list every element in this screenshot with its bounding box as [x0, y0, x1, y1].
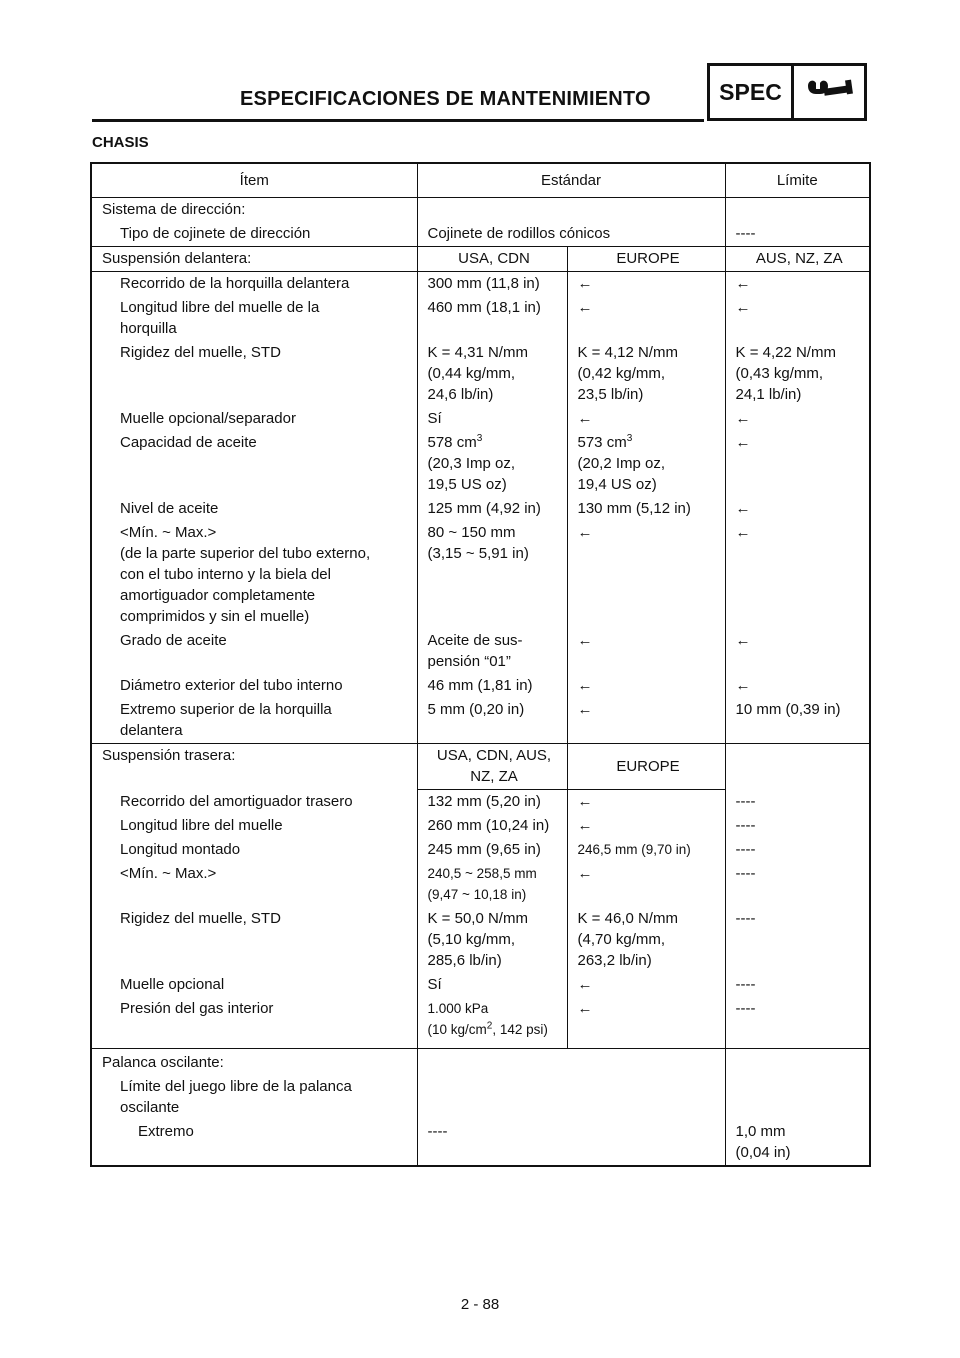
row-label: Longitud libre del muelle de la horquilla [91, 296, 417, 341]
row-value: 46 mm (1,81 in) [417, 674, 567, 698]
row-label: Recorrido del amortiguador trasero [91, 790, 417, 815]
row-label: Tipo de cojinete de dirección [91, 222, 417, 247]
row-label: Rigidez del muelle, STD [91, 907, 417, 973]
row-value: K = 50,0 N/mm (5,10 kg/mm, 285,6 lb/in) [417, 907, 567, 973]
same-arrow: ← [567, 973, 725, 997]
row-value: 10 mm (0,39 in) [725, 698, 870, 744]
table-row [91, 1120, 870, 1166]
row-value: 260 mm (10,24 in) [417, 814, 567, 838]
row-value: K = 4,31 N/mm (0,44 kg/mm, 24,6 lb/in) [417, 341, 567, 407]
header-rule [92, 119, 704, 122]
region-usa-cdn: USA, CDN [417, 247, 567, 272]
table-row [91, 431, 870, 497]
same-arrow: ← [567, 521, 725, 629]
table-row [91, 222, 870, 247]
row-value: 573 $cm^3$ (20,2 Imp oz, 19,4 US oz) [567, 431, 725, 497]
page-title: ESPECIFICACIONES DE MANTENIMIENTO [240, 88, 651, 110]
same-arrow: ← [725, 407, 870, 431]
wrench-icon [794, 66, 864, 118]
same-arrow: ← [567, 272, 725, 297]
row-label: Extremo superior de la horquilla delantera [91, 698, 417, 744]
table-row [91, 247, 870, 272]
row-value: 300 mm (11,8 in) [417, 272, 567, 297]
group-heading-steering: Sistema de dirección: [91, 198, 417, 223]
region-aus-nz-za: AUS, NZ, ZA [725, 247, 870, 272]
table-row [91, 521, 870, 629]
same-arrow: ← [567, 862, 725, 907]
row-value: 80 ~ 150 mm (3,15 ~ 5,91 in) [417, 521, 567, 629]
row-label: Longitud montado [91, 838, 417, 862]
row-limit: ---- [725, 790, 870, 815]
table-row [91, 1075, 870, 1120]
row-label: Recorrido de la horquilla delantera [91, 272, 417, 297]
row-label: Extremo [91, 1120, 417, 1166]
page-number: 2 - 88 [460, 1296, 500, 1313]
region-usa-cdn-aus-nz-za: USA, CDN, AUS, NZ, ZA [417, 744, 567, 790]
row-value: 125 mm (4,92 in) [417, 497, 567, 521]
row-label: Muelle opcional [91, 973, 417, 997]
spec-badge [707, 63, 867, 121]
row-label: Muelle opcional/separador [91, 407, 417, 431]
table-row [91, 698, 870, 744]
table-row [91, 407, 870, 431]
same-arrow: ← [725, 629, 870, 674]
row-label: Presión del gas interior [91, 997, 417, 1042]
row-value: 130 mm (5,12 in) [567, 497, 725, 521]
row-value: K = 4,22 N/mm (0,43 kg/mm, 24,1 lb/in) [725, 341, 870, 407]
row-limit: ---- [725, 814, 870, 838]
row-limit: ---- [725, 862, 870, 907]
row-value: 246,5 mm (9,70 in) [567, 838, 725, 862]
table-row [91, 973, 870, 997]
row-label: Longitud libre del muelle [91, 814, 417, 838]
row-value: Cojinete de rodillos cónicos [417, 222, 725, 247]
section-heading: CHASIS [92, 134, 149, 151]
table-row [91, 814, 870, 838]
row-limit: ---- [725, 997, 870, 1042]
same-arrow: ← [725, 431, 870, 497]
table-row [91, 497, 870, 521]
row-limit: ---- [725, 973, 870, 997]
row-label: Límite del juego libre de la palanca oscilante [91, 1075, 417, 1120]
spec-label: SPEC [719, 79, 782, 105]
row-label: Rigidez del muelle, STD [91, 341, 417, 407]
same-arrow: ← [567, 629, 725, 674]
table-row [91, 744, 870, 790]
row-value: Aceite de sus- pensión “01” [417, 629, 567, 674]
same-arrow: ← [725, 674, 870, 698]
row-value: 1.000 kPa (10 $kg/cm^2$, 142 psi) [417, 997, 567, 1042]
same-arrow: ← [725, 497, 870, 521]
table-row [91, 862, 870, 907]
row-label: <Mín. ~ Max.> [91, 862, 417, 907]
row-limit: ---- [725, 907, 870, 973]
same-arrow: ← [567, 674, 725, 698]
table-row [91, 997, 870, 1042]
row-value: Sí [417, 407, 567, 431]
row-limit: 1,0 mm (0,04 in) [725, 1120, 870, 1166]
row-label: Nivel de aceite [91, 497, 417, 521]
same-arrow: ← [567, 407, 725, 431]
row-value: 240,5 ~ 258,5 mm (9,47 ~ 10,18 in) [417, 862, 567, 907]
table-row [91, 838, 870, 862]
region-europe: EUROPE [567, 744, 725, 790]
row-label: Diámetro exterior del tubo interno [91, 674, 417, 698]
row-value: ---- [417, 1120, 725, 1166]
row-value: K = 4,12 N/mm (0,42 kg/mm, 23,5 lb/in) [567, 341, 725, 407]
row-value: K = 46,0 N/mm (4,70 kg/mm, 263,2 lb/in) [567, 907, 725, 973]
same-arrow: ← [567, 296, 725, 341]
row-label: Grado de aceite [91, 629, 417, 674]
table-row [91, 629, 870, 674]
row-limit: ---- [725, 838, 870, 862]
group-heading-front: Suspensión delantera: [91, 247, 417, 272]
group-heading-rear: Suspensión trasera: [91, 744, 417, 790]
row-value: 132 mm (5,20 in) [417, 790, 567, 815]
row-limit: ---- [725, 222, 870, 247]
same-arrow: ← [725, 296, 870, 341]
same-arrow: ← [567, 698, 725, 744]
same-arrow: ← [725, 272, 870, 297]
row-value: 245 mm (9,65 in) [417, 838, 567, 862]
same-arrow: ← [567, 814, 725, 838]
row-label: Capacidad de aceite [91, 431, 417, 497]
region-europe: EUROPE [567, 247, 725, 272]
same-arrow: ← [567, 790, 725, 815]
table-header-row [91, 163, 870, 198]
column-header-limit: Límite [725, 163, 870, 198]
same-arrow: ← [725, 521, 870, 629]
table-row [91, 198, 870, 223]
row-value: 578 $cm^3$ (20,3 Imp oz, 19,5 US oz) [417, 431, 567, 497]
table-row [91, 296, 870, 341]
table-row [91, 1048, 870, 1075]
row-value: Sí [417, 973, 567, 997]
column-header-standard: Estándar [417, 163, 725, 198]
group-heading-swingarm: Palanca oscilante: [91, 1048, 417, 1075]
table-row [91, 790, 870, 815]
row-label: <Mín. ~ Max.> (de la parte superior del tubo externo, con el tubo interno y la biela del amortiguador completamente comprimidos y sin el muelle) [91, 521, 417, 629]
table-row [91, 907, 870, 973]
chassis-spec-table [90, 162, 871, 1167]
table-row [91, 272, 870, 297]
row-value: 460 mm (18,1 in) [417, 296, 567, 341]
column-header-item: Ítem [91, 163, 417, 198]
table-row [91, 341, 870, 407]
table-row [91, 674, 870, 698]
row-value: 5 mm (0,20 in) [417, 698, 567, 744]
same-arrow: ← [567, 997, 725, 1042]
